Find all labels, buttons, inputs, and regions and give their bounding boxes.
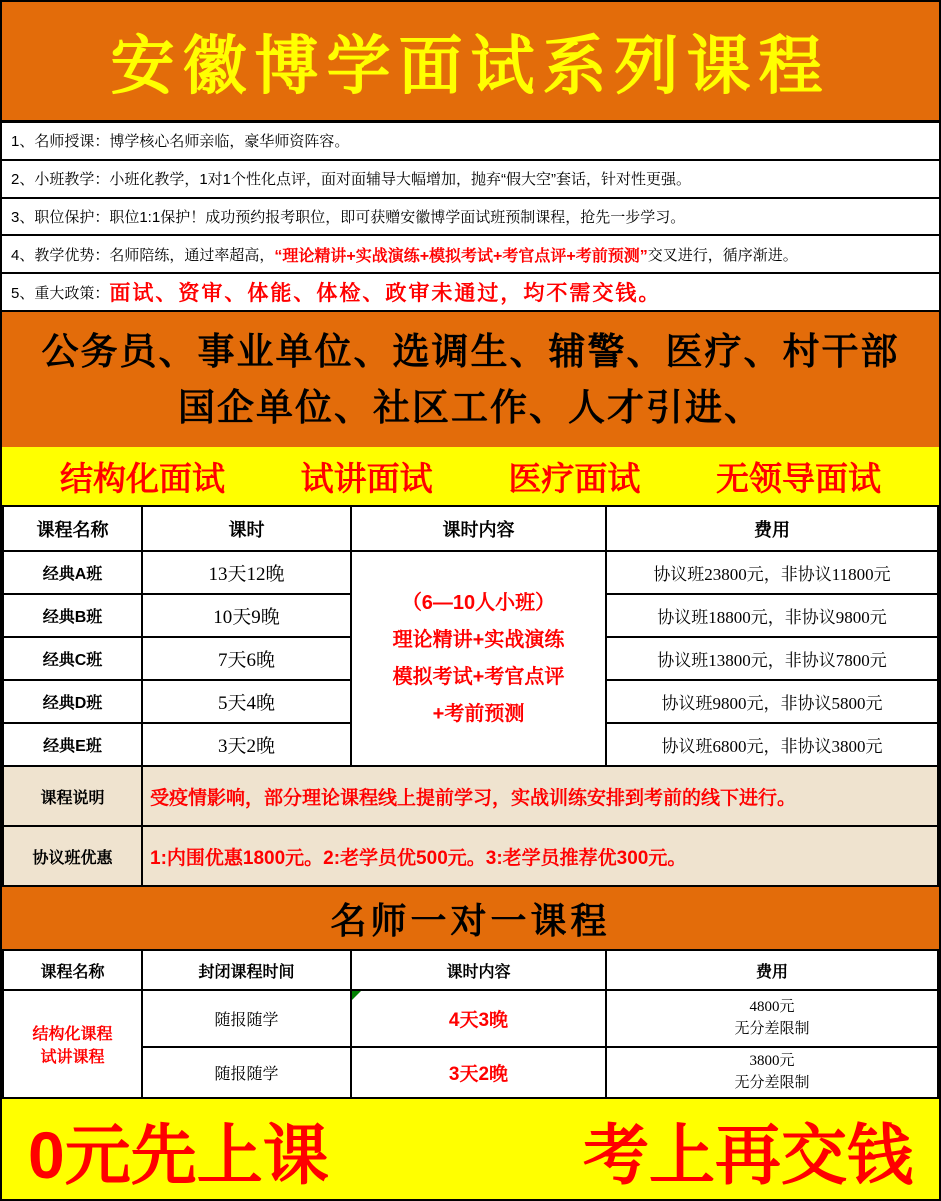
hours-cell: 13天12晚 <box>142 551 351 594</box>
feature-text: 3、职位保护：职位1:1保护！成功预约报考职位，即可获赠安徽博学面试班预制课程，抢先一步学习。 <box>11 208 686 226</box>
feature-item-1 <box>2 123 939 161</box>
feature-text: 2、小班教学：小班化教学，1对1个性化点评，面对面辅导大幅增加，抛弃“假大空”套话，针对性更强。 <box>11 171 692 189</box>
note-text: 受疫情影响，部分理论课程线上提前学习，实战训练安排到考前的线下进行。 <box>142 766 938 826</box>
course-table <box>2 505 939 887</box>
table-row <box>3 551 938 594</box>
note-text: 1:内围优惠1800元。2:老学员优500元。3:老学员推荐优300元。 <box>142 826 938 886</box>
page-title: 安徽博学面试系列课程 <box>110 31 831 102</box>
hours-cell: 10天9晚 <box>142 594 351 637</box>
interview-type-lecture: 试讲面试 <box>300 459 433 497</box>
fee-cell: 协议班6800元，非协议3800元 <box>606 723 938 766</box>
note-row-description <box>3 766 938 826</box>
fee-cell <box>606 1047 938 1098</box>
footer-slogan-right: 考上再交钱 <box>583 1117 913 1192</box>
time-cell: 随报随学 <box>142 990 351 1047</box>
content-cell <box>351 990 606 1047</box>
header-fee: 费用 <box>606 950 938 990</box>
content-line-4: +考前预测 <box>432 702 525 725</box>
table-row <box>3 1047 938 1098</box>
fee-cell: 协议班18800元，非协议9800元 <box>606 594 938 637</box>
header-course-name: 课程名称 <box>3 506 142 551</box>
fee-amount: 3800元 <box>749 1052 795 1069</box>
fee-amount: 4800元 <box>749 998 795 1015</box>
fee-condition: 无分差限制 <box>734 1020 810 1037</box>
interview-type-leaderless: 无领导面试 <box>715 459 881 497</box>
feature-highlight: 面试、资审、体能、体检、政审未通过，均不需交钱。 <box>109 282 662 306</box>
course-name-lecture: 试讲课程 <box>40 1049 105 1066</box>
fee-cell <box>606 990 938 1047</box>
course-name-structured: 结构化课程 <box>32 1026 113 1043</box>
course-name-cell: 经典D班 <box>3 680 142 723</box>
course-content-merged-cell <box>351 551 606 766</box>
course-name-cell: 经典A班 <box>3 551 142 594</box>
feature-item-5 <box>2 274 939 312</box>
interview-type-medical: 医疗面试 <box>508 459 641 497</box>
fee-cell: 协议班13800元，非协议7800元 <box>606 637 938 680</box>
feature-item-4 <box>2 236 939 274</box>
feature-text: 4、教学优势：名师陪练，通过率超高， <box>11 246 275 264</box>
course-name-cell: 经典C班 <box>3 637 142 680</box>
course-table-section <box>2 505 939 887</box>
audience-line-1: 公务员、事业单位、选调生、辅警、医疗、村干部 <box>41 331 900 372</box>
title-band <box>2 2 939 123</box>
header-content: 课时内容 <box>351 950 606 990</box>
header-course-name: 课程名称 <box>3 950 142 990</box>
header-fee: 费用 <box>606 506 938 551</box>
course-names-stack <box>4 1011 141 1077</box>
feature-list <box>2 123 939 312</box>
header-hours: 课时 <box>142 506 351 551</box>
content-line-2: 理论精讲+实战演练 <box>392 628 565 651</box>
interview-types-band <box>2 447 939 505</box>
feature-item-3 <box>2 199 939 237</box>
time-cell: 随报随学 <box>142 1047 351 1098</box>
fee-cell: 协议班9800元，非协议5800元 <box>606 680 938 723</box>
note-label: 协议班优惠 <box>3 826 142 886</box>
feature-highlight: “理论精讲+实战演练+模拟考试+考官点评+考前预测” <box>274 247 648 265</box>
content-text: 4天3晚 <box>448 1010 509 1031</box>
feature-item-2 <box>2 161 939 199</box>
note-row-discount <box>3 826 938 886</box>
content-text: 3天2晚 <box>448 1064 509 1085</box>
feature-text: 1、名师授课：博学核心名师亲临，豪华师资阵容。 <box>11 133 350 151</box>
header-closed-time: 封闭课程时间 <box>142 950 351 990</box>
green-corner-marker-icon <box>352 991 361 1000</box>
course-name-cell: 经典E班 <box>3 723 142 766</box>
footer-slogan-left: 0元先上课 <box>28 1117 329 1192</box>
hours-cell: 3天2晚 <box>142 723 351 766</box>
course-table-header-row <box>3 506 938 551</box>
one-on-one-header-row <box>3 950 938 990</box>
feature-text-after: 交叉进行，循序渐进。 <box>647 246 798 264</box>
course-name-cell: 经典B班 <box>3 594 142 637</box>
one-on-one-table-section <box>2 949 939 1099</box>
fee-cell: 协议班23800元，非协议11800元 <box>606 551 938 594</box>
header-content: 课时内容 <box>351 506 606 551</box>
one-on-one-band <box>2 887 939 949</box>
table-row <box>3 990 938 1047</box>
hours-cell: 5天4晚 <box>142 680 351 723</box>
content-cell <box>351 1047 606 1098</box>
one-on-one-title: 名师一对一课程 <box>330 899 611 941</box>
one-on-one-table <box>2 949 939 1099</box>
feature-text: 5、重大政策： <box>11 284 110 302</box>
footer-slogan-band <box>2 1099 939 1199</box>
content-line-1: （6—10人小班） <box>401 591 556 614</box>
interview-type-structured: 结构化面试 <box>60 459 225 497</box>
hours-cell: 7天6晚 <box>142 637 351 680</box>
fee-condition: 无分差限制 <box>734 1074 810 1091</box>
note-label: 课程说明 <box>3 766 142 826</box>
content-line-3: 模拟考试+考官点评 <box>392 665 565 688</box>
course-names-merged-cell <box>3 990 142 1098</box>
audience-line-2: 国企单位、社区工作、人才引进、 <box>178 386 763 428</box>
audience-band <box>2 312 939 447</box>
